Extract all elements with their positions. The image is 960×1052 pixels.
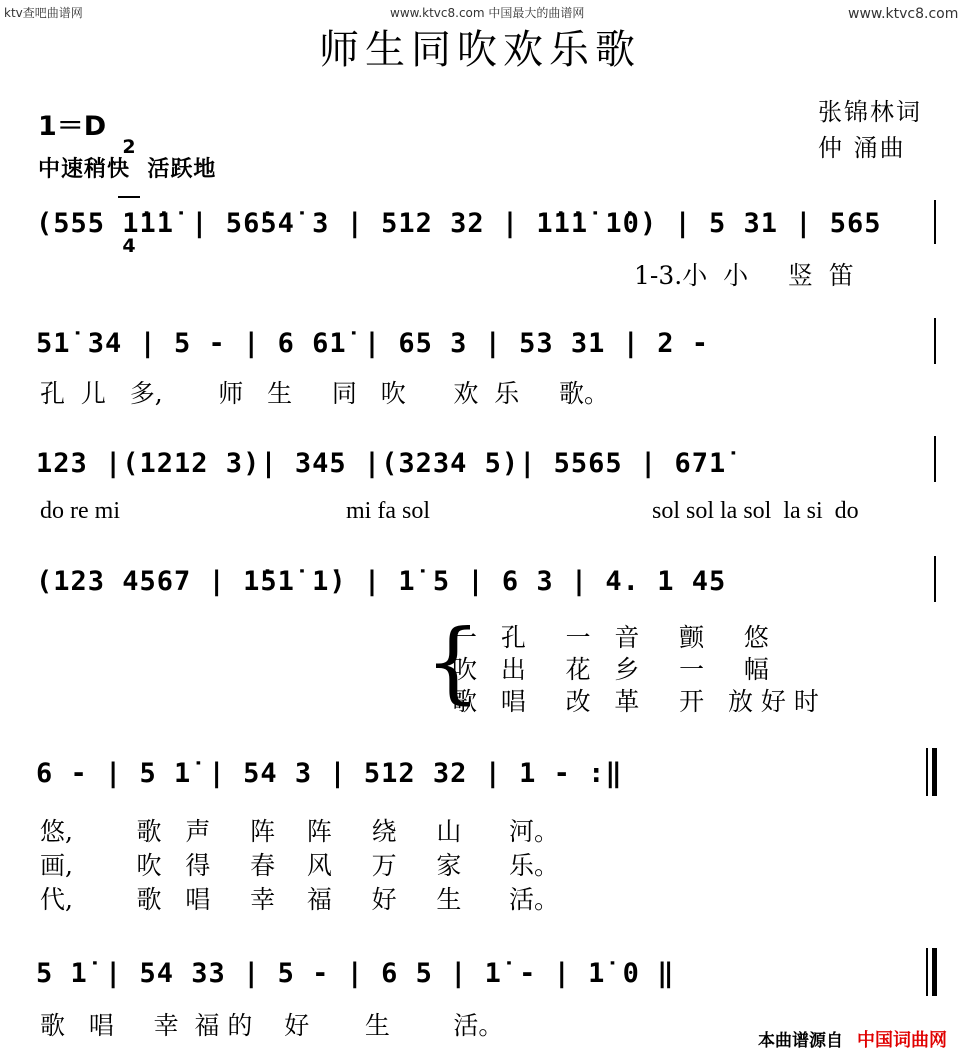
watermark-top-left: ktv查吧曲谱网	[4, 6, 83, 20]
watermark-top-right: www.ktvc8.com	[848, 6, 959, 22]
staff-6-notes: 5 1̇ | 54 33 | 5 - | 6 5 | 1̇ - | 1̇ 0 ‖	[36, 958, 675, 989]
staff-5-notes: 6 - | 5 1̇ | 54 3 | 512 32 | 1 - :‖	[36, 758, 623, 789]
staff-6-final-barline-thin	[926, 948, 928, 996]
staff-1-lyrics: 1-3.小 小 竖 笛	[634, 261, 854, 290]
staff-5-repeat-barline-thick	[932, 748, 937, 796]
staff-2-lyrics: 孔 儿 多, 师 生 同 吹 欢 乐 歌。	[40, 379, 610, 408]
footer-source	[758, 1026, 947, 1052]
staff-4-verse-1: 一 孔 一 音 颤 悠	[452, 623, 769, 652]
watermark-top-center: www.ktvc8.com 中国最大的曲谱网	[390, 6, 585, 20]
staff-5-verse-1: 悠, 歌 声 阵 阵 绕 山 河。	[40, 817, 560, 846]
staff-4-end-barline	[934, 556, 936, 602]
key-signature: 1＝D	[38, 111, 107, 142]
staff-3-lyric-en-2: mi fa sol	[346, 498, 430, 524]
time-signature-bottom: 4	[122, 235, 136, 257]
staff-3-lyric-en-1: do re mi	[40, 498, 120, 524]
staff-6-lyrics: 歌 唱 幸 福 的 好 生 活。	[40, 1011, 504, 1040]
staff-6-final-barline-thick	[932, 948, 937, 996]
staff-2-notes: 51̇ 34 | 5 - | 6 61̇ | 65 3 | 53 31 | 2 -	[36, 328, 709, 359]
staff-5-verse-3: 代, 歌 唱 幸 福 好 生 活。	[40, 885, 560, 914]
staff-4-verse-3: 歌 唱 改 革 开 放 好 时	[452, 687, 819, 716]
staff-3-lyric-en-3: sol sol la sol la si do	[652, 498, 859, 524]
lyricist-credit: 张锦林词	[818, 98, 922, 126]
staff-1-end-barline	[934, 200, 936, 244]
footer-site-link[interactable]: 中国词曲网	[857, 1030, 947, 1051]
composer-credit: 仲 涌曲	[818, 134, 906, 162]
time-signature-line	[118, 196, 140, 198]
staff-5-repeat-barline-thin	[926, 748, 928, 796]
song-title: 师生同吹欢乐歌	[319, 27, 641, 73]
time-signature	[118, 100, 140, 275]
staff-3-end-barline	[934, 436, 936, 482]
tempo-marking: 中速稍快 活跃地	[38, 157, 217, 182]
staff-2-end-barline	[934, 318, 936, 364]
staff-5-verse-2: 画, 吹 得 春 风 万 家 乐。	[40, 851, 560, 880]
verse-brace: {	[425, 610, 481, 713]
staff-3-notes: 123 |(1212 3)| 345 |(3234 5)| 5565 | 671̇	[36, 448, 727, 479]
staff-4-notes: (123 4567 | 1̇51̇ 1̇) | 1̇ 5 | 6 3 | 4. 1 45	[36, 566, 727, 597]
staff-1-notes: (555 1̇1̇1̇ | 56̇54̇ 3 | 512 32 | 1̇1̇1̇ 1̇0) | 5 31 | 565	[36, 208, 882, 239]
staff-4-verse-2: 吹 出 花 乡 一 幅	[452, 655, 769, 684]
footer-source-label: 本曲谱源自	[758, 1031, 843, 1051]
time-signature-top: 2	[122, 136, 136, 158]
